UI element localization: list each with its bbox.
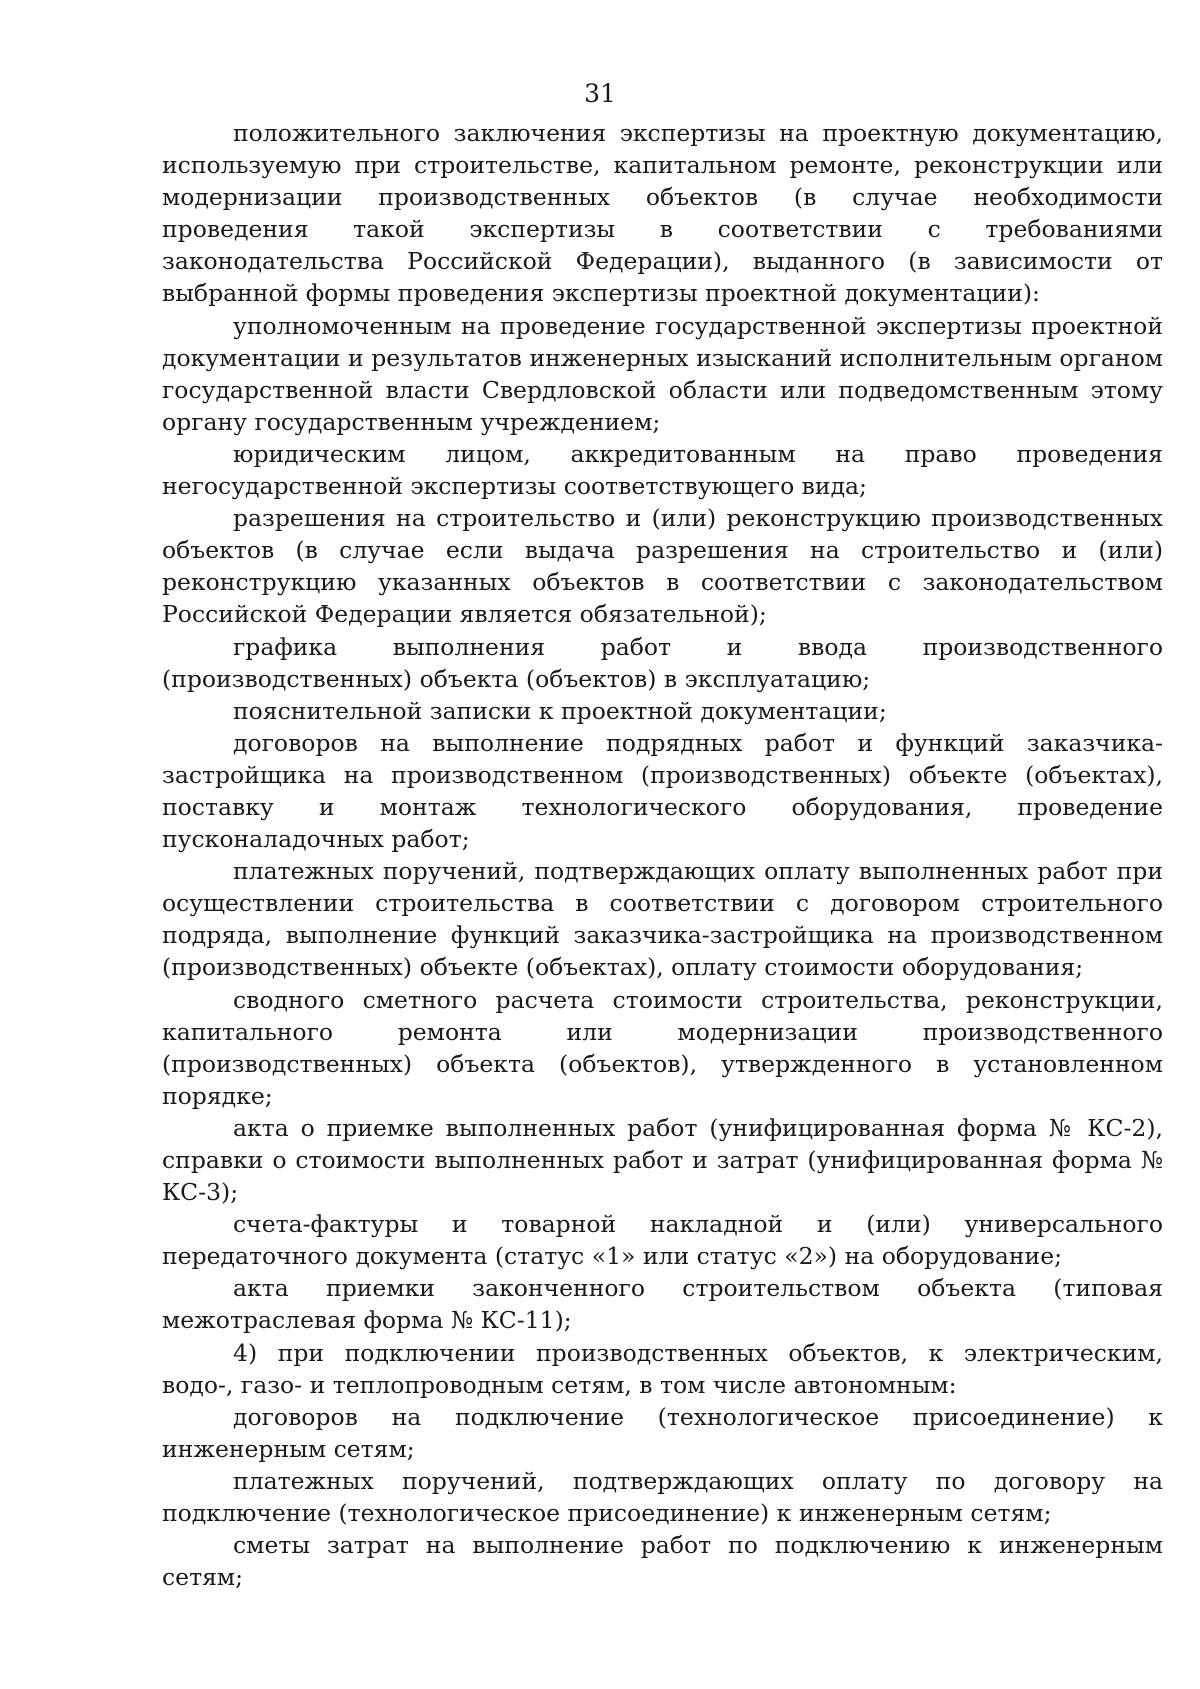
paragraph-connection-payments: платежных поручений, подтверждающих оплату по договору на подключение (технологическое присоединение) к инженерным сетям; bbox=[162, 1466, 1163, 1528]
paragraph-item-4-networks: 4) при подключении производственных объектов, к электрическим, водо-, газо- и теплопроводным сетям, в том числе автономным: bbox=[162, 1338, 1163, 1399]
paragraph-construction-permit: разрешения на строительство и (или) реконструкцию производственных объектов (в случае если выдача разрешения на строительство и (или) реконструкцию указанных объектов в соответствии с законодательством Российской Федерации является обязательной); bbox=[162, 504, 1163, 629]
paragraph-contracts: договоров на выполнение подрядных работ и функций заказчика-застройщика на производственном (производственных) объекте (объектах), поставку и монтаж технологического оборудования, проведение пусконаладочных работ; bbox=[162, 728, 1163, 854]
paragraph-cost-estimate: сводного сметного расчета стоимости строительства, реконструкции, капитального ремонта или модернизации производственного (производственных) объекта (объектов), утвержденного в установленном порядке; bbox=[162, 985, 1163, 1110]
paragraph-invoices: счета-фактуры и товарной накладной и (или) универсального передаточного документа (статус «1» или статус «2») на оборудование; bbox=[162, 1210, 1163, 1271]
paragraph-legal-entity: юридическим лицом, аккредитованным на право проведения негосударственной экспертизы соответствующего вида; bbox=[162, 439, 1163, 501]
document-body bbox=[162, 117, 1163, 1593]
paragraph-payment-orders: платежных поручений, подтверждающих оплату выполненных работ при осуществлении строительства в соответствии с договором строительного подряда, выполнение функций заказчика-застройщика на производственном (производственных) объекте (объектах), оплату стоимости оборудования; bbox=[162, 857, 1163, 982]
paragraph-acceptance-act-ks11: акта приемки законченного строительством объекта (типовая межотраслевая форма № КС-11); bbox=[162, 1274, 1163, 1335]
paragraph-connection-estimate: сметы затрат на выполнение работ по подключению к инженерным сетям; bbox=[162, 1531, 1163, 1592]
page-number: 31 bbox=[584, 79, 616, 108]
paragraph-acceptance-act-ks2: акта о приемке выполненных работ (унифицированная форма № КС-2), справки о стоимости выполненных работ и затрат (унифицированная форма № КС-3); bbox=[162, 1113, 1163, 1207]
paragraph-connection-contracts: договоров на подключение (технологическое присоединение) к инженерным сетям; bbox=[162, 1402, 1163, 1463]
paragraph-explanatory-note: пояснительной записки к проектной документации; bbox=[233, 696, 887, 725]
paragraph-authorized-body: уполномоченным на проведение государственной экспертизы проектной документации и результатов инженерных изысканий исполнительным органом государственной власти Свердловской области или подведомственным этому органу государственным учреждением; bbox=[162, 311, 1163, 436]
paragraph-expertise-conclusion: положительного заключения экспертизы на проектную документацию, используемую при строительстве, капитальном ремонте, реконструкции или модернизации производственных объектов (в случае необходимости проведения такой экспертизы в соответствии с требованиями законодательства Российской Федерации), выданного (в зависимости от выбранной формы проведения экспертизы проектной документации): bbox=[162, 119, 1163, 308]
paragraph-work-schedule: графика выполнения работ и ввода производственного (производственных) объекта (объектов) в эксплуатацию; bbox=[162, 632, 1163, 693]
